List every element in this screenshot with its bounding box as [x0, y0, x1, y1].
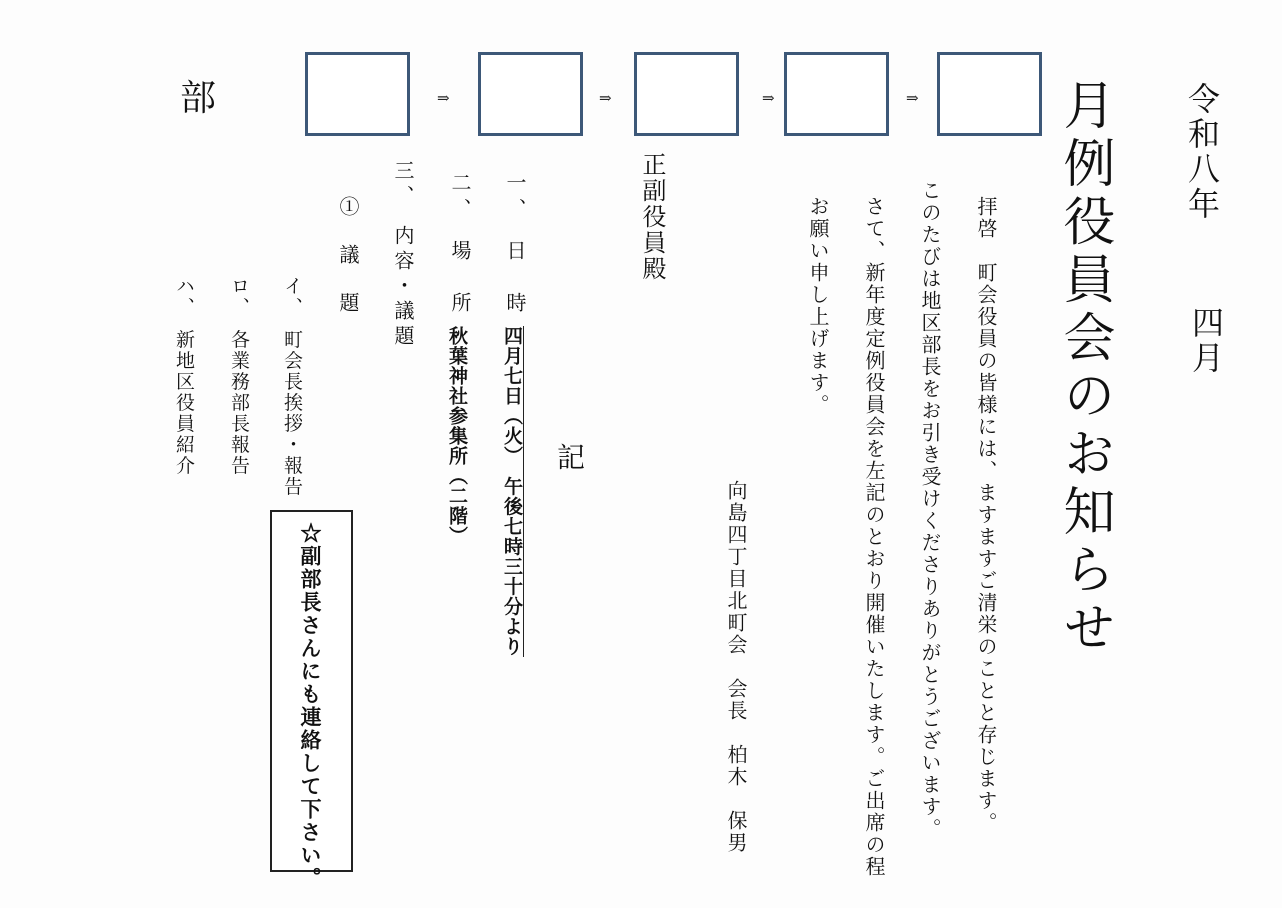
stamp-box-1: [305, 52, 410, 136]
item-1-value: 四月七日（火） 午後七時三十分より: [501, 326, 523, 657]
stamp-box-5: [937, 52, 1042, 136]
agenda-item-ro: ロ、 各業務部長報告: [228, 276, 250, 477]
stamp-box-2: [478, 52, 583, 136]
item-2-label: 二、 場 所: [448, 172, 472, 318]
letter-line-1: 拝啓 町会役員の皆様には、ますますご清栄のことと存じます。: [974, 196, 998, 834]
note-box: [270, 510, 353, 890]
signature: 向島四丁目北町会 会長 柏木 保男: [724, 480, 748, 854]
letter-line-3: さて、新年度定例役員会を左記のとおり開催いたします。ご出席の程: [862, 196, 886, 878]
ki-heading: 記: [557, 441, 586, 474]
note-text: ☆副部長さんにも連絡して下さい。: [298, 522, 323, 890]
agenda-label: ① 議 題: [336, 196, 360, 316]
letter-line-2: このたびは地区部長をお引き受けくださりありがとうございます。: [918, 180, 942, 840]
stamp-box-3: [634, 52, 739, 136]
item-3-label: 三、 内容・議題: [391, 160, 415, 350]
arrow-icon: ⇒: [599, 89, 612, 107]
arrow-icon: ⇒: [906, 89, 919, 107]
dept-label: 部: [180, 78, 217, 119]
letter-line-4: お願い申し上げます。: [806, 196, 830, 416]
date-month: 四月: [1187, 306, 1225, 376]
stamp-box-4: [784, 52, 889, 136]
arrow-icon: ⇒: [437, 89, 450, 107]
page-title: 月例役員会のお知らせ: [1054, 78, 1114, 658]
arrow-icon: ⇒: [762, 89, 775, 107]
item-1-label: 一、 日 時: [503, 172, 527, 318]
agenda-item-ha: ハ、 新地区役員紹介: [173, 276, 195, 477]
addressee: 正副役員殿: [638, 152, 666, 282]
agenda-item-i: イ、 町会長挨拶・報告: [281, 276, 303, 498]
date-era-year: 令和八年: [1183, 82, 1221, 222]
item-2-value: 秋葉神社参集所（二階）: [446, 326, 468, 546]
